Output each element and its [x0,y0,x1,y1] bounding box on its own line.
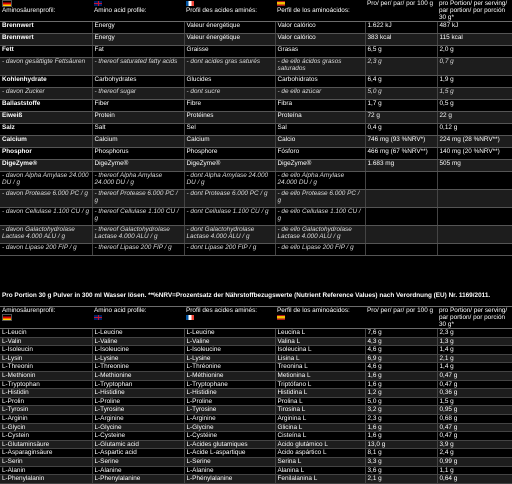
nutrition-row-vpor: 0,7 g [437,58,512,76]
nutrition-row [0,244,512,256]
amino-row-fr: L-Acide L-aspartique [184,449,275,458]
amino-row-v100: 4,6 g [365,363,437,372]
nutrition-row-en: Salt [92,124,184,136]
amino-header-perportion: pro Portion/ per serving/ par portion/ por porción 30 g* [437,307,512,329]
nutrition-row-en: Energy [92,22,184,34]
amino-row-vpor: 2,4 g [437,449,512,458]
nutrition-row-en: - thereof Cellulase 1.100 CU / g [92,208,184,226]
nutrition-row-en: Fiber [92,100,184,112]
nutrition-row-fr: - dont Alpha Amylase 24.000 DU / g [184,172,275,190]
nutrition-row-vpor [437,244,512,256]
nutrition-row-en: Protein [92,112,184,124]
amino-row-en: L-Glutamic acid [92,440,184,449]
amino-row-fr: L-Thréonine [184,363,275,372]
nutrition-row-es: - de ello Galactohydrolase Lactase 4.000 ALU / g [275,226,365,244]
amino-header-es: Perfil de los aminoácidos: [275,307,365,329]
amino-row-es: Valina L [275,337,365,346]
amino-row-fr: L-Leucine [184,329,275,338]
nutrition-row-v100 [365,208,437,226]
nutrition-row-fr: - dont Cellulase 1.100 CU / g [184,208,275,226]
amino-row [0,423,512,432]
amino-row-v100: 8,1 g [365,449,437,458]
amino-row-de: L-Lysin [0,354,92,363]
amino-row-fr: L-Isoleucine [184,346,275,355]
nutrition-row [0,58,512,76]
amino-row-es: Treonina L [275,363,365,372]
nutrition-row [0,88,512,100]
amino-row-en: L-Lysine [92,354,184,363]
nutrition-row-v100: 2,3 g [365,58,437,76]
amino-row-v100: 1,6 g [365,432,437,441]
nutrition-row-v100: 1.683 mg [365,160,437,172]
amino-row-fr: L-Phénylalanine [184,475,275,484]
nutrition-row [0,22,512,34]
amino-row-vpor: 0,68 g [437,414,512,423]
amino-header-fr: Profil des acides aminés: [184,307,275,329]
amino-row-de: L-Valin [0,337,92,346]
amino-row-fr: L-Serine [184,457,275,466]
amino-header-en: Amino acid profile: [92,307,184,329]
nutrition-row [0,208,512,226]
amino-row-en: L-Arginine [92,414,184,423]
nutrition-row-vpor: 140 mg (20 %NRV**) [437,148,512,160]
amino-row-es: Histidina L [275,389,365,398]
amino-row-v100: 3,3 g [365,457,437,466]
nutrition-row [0,148,512,160]
amino-row-fr: L-Arginine [184,414,275,423]
amino-row-de: L-Cystein [0,432,92,441]
nutrition-row-vpor: 115 kcal [437,34,512,46]
nutrition-row-es: - de ello ácidos grasos saturados [275,58,365,76]
amino-row-en: L-Cysteine [92,432,184,441]
nutrition-row-de: - davon Cellulase 1.100 CU / g [0,208,92,226]
amino-row-en: L-Isoleucine [92,346,184,355]
amino-row-en: L-Valine [92,337,184,346]
nutrition-row-en: Carbohydrates [92,76,184,88]
amino-row [0,406,512,415]
amino-row-es: Alanina L [275,466,365,475]
amino-row-v100: 7,6 g [365,329,437,338]
amino-row-fr: L-Proline [184,397,275,406]
amino-row-v100: 2,1 g [365,475,437,484]
nutrition-row-es: Sal [275,124,365,136]
nutrition-row-es: - de ello Alpha Amylase 24.000 DU / g [275,172,365,190]
nutrition-row-en: Phosphorus [92,148,184,160]
nutrition-row-fr: - dont Protease 6.000 PC / g [184,190,275,208]
amino-header-per100: Pro/ per/ par/ por 100 g [365,307,437,329]
amino-row-es: Serina L [275,457,365,466]
nutrition-row-v100: 6,4 g [365,76,437,88]
amino-row [0,363,512,372]
nutrition-row-es: Carbohidratos [275,76,365,88]
amino-row-en: L-Threonine [92,363,184,372]
amino-row-v100: 1,6 g [365,380,437,389]
amino-row [0,414,512,423]
amino-row-es: Arginina L [275,414,365,423]
uk-flag-icon [94,1,102,6]
nutrition-row-vpor: 0,12 g [437,124,512,136]
header-fr: Profil des acides aminés: [184,0,275,22]
nutrition-row-de: - davon Alpha Amylase 24.000 DU / g [0,172,92,190]
nutrition-row-es: Proteína [275,112,365,124]
amino-row-vpor: 1,4 g [437,363,512,372]
nutrition-row [0,160,512,172]
nutrition-row-fr: Sel [184,124,275,136]
nutrition-row-fr: Valeur énergétique [184,22,275,34]
amino-row-es: Lisina L [275,354,365,363]
nutrition-row-es: Valor calórico [275,34,365,46]
nutrition-row [0,34,512,46]
nutrition-row-en: Fat [92,46,184,58]
amino-row-es: Glicina L [275,423,365,432]
amino-row [0,380,512,389]
nutrition-row-vpor [437,226,512,244]
amino-row-vpor: 1,5 g [437,397,512,406]
nutrition-row-fr: Glucides [184,76,275,88]
header-en: Amino acid profile: [92,0,184,22]
nutrition-row-es: - de ello Lipase 200 FIP / g [275,244,365,256]
nutrition-row-vpor [437,190,512,208]
nutrition-row-de: Phosphor [0,148,92,160]
amino-row-fr: L-Alanine [184,466,275,475]
amino-row-v100: 6,9 g [365,354,437,363]
nutrition-row-en: - thereof saturated fatty acids [92,58,184,76]
amino-row-fr: L-Valine [184,337,275,346]
nutrition-row-de: - davon Protease 6.000 PC / g [0,190,92,208]
nutrition-row-v100 [365,226,437,244]
amino-row [0,449,512,458]
amino-row-en: L-Aspartic acid [92,449,184,458]
spanish-flag-icon [277,315,285,320]
nutrition-row-en: - thereof sugar [92,88,184,100]
amino-acid-table [0,306,512,484]
amino-row-es: Cisteína L [275,432,365,441]
nutrition-row [0,76,512,88]
amino-row-v100: 1,6 g [365,423,437,432]
amino-row-en: L-Tryptophan [92,380,184,389]
nutrition-row-de: Brennwert [0,22,92,34]
footnote: Pro Portion 30 g Pulver in 300 ml Wasser lösen. **%NRV=Prozentsatz der Nährstoffbezugswerte (Nutrient Reference Values) nach Verordnung (EU) Nr. 1169/2011. [2,292,491,299]
nutrition-row [0,226,512,244]
amino-row-de: L-Isoleucin [0,346,92,355]
nutrition-row-es: Valor calórico [275,22,365,34]
amino-row-vpor: 0,47 g [437,380,512,389]
nutrition-row-en: - thereof Alpha Amylase 24.000 DU / g [92,172,184,190]
amino-row-vpor: 3,9 g [437,440,512,449]
amino-row-en: L-Alanine [92,466,184,475]
nutrition-row-en: DigeZyme® [92,160,184,172]
nutrition-row-de: Fett [0,46,92,58]
nutrition-row-vpor [437,208,512,226]
amino-row-de: L-Glutaminsäure [0,440,92,449]
nutrition-row-vpor: 0,5 g [437,100,512,112]
amino-row [0,329,512,338]
nutrition-row-fr: - dont Lipase 200 FIP / g [184,244,275,256]
nutrition-row-fr: - dont sucre [184,88,275,100]
amino-row-v100: 13,0 g [365,440,437,449]
amino-row-vpor: 2,3 g [437,329,512,338]
amino-row-vpor: 0,47 g [437,423,512,432]
amino-row [0,432,512,441]
amino-row-en: L-Phenylalanine [92,475,184,484]
french-flag-icon [186,1,194,6]
nutrition-row-fr: DigeZyme® [184,160,275,172]
amino-row [0,354,512,363]
nutrition-row-de: Calcium [0,136,92,148]
amino-row [0,466,512,475]
amino-row [0,389,512,398]
amino-row-vpor: 1,4 g [437,346,512,355]
nutrition-row [0,124,512,136]
amino-row-es: Ácido glutámico L [275,440,365,449]
nutrition-row-en: - thereof Lipase 200 FIP / g [92,244,184,256]
german-flag-icon [2,0,12,7]
amino-row-de: L-Asparaginsäure [0,449,92,458]
amino-row-de: L-Tyrosin [0,406,92,415]
amino-row-vpor: 1,3 g [437,337,512,346]
nutrition-row-fr: Protéines [184,112,275,124]
amino-row-es: Tirosina L [275,406,365,415]
nutrition-row-en: - thereof Protease 6.000 PC / g [92,190,184,208]
nutrition-row-vpor: 487 kJ [437,22,512,34]
nutrition-row [0,136,512,148]
nutrition-row-fr: - dont acides gras saturés [184,58,275,76]
nutrition-row-de: Eiweiß [0,112,92,124]
amino-row-en: L-Tyrosine [92,406,184,415]
amino-row-en: L-Proline [92,397,184,406]
nutrition-header-row [0,0,512,22]
amino-row-fr: L-Tyrosine [184,406,275,415]
nutrition-row-de: - davon Galactohydrolase Lactase 4.000 ALU / g [0,226,92,244]
amino-header-de: Aminosäurenprofil: [0,307,92,329]
nutrition-row-vpor: 1,5 g [437,88,512,100]
amino-row-de: L-Phenylalanin [0,475,92,484]
amino-row-en: L-Histidine [92,389,184,398]
amino-row-v100: 4,3 g [365,337,437,346]
nutrition-row-v100: 6,5 g [365,46,437,58]
amino-row-v100: 5,0 g [365,397,437,406]
nutrition-row-de: Salz [0,124,92,136]
amino-row-v100: 3,6 g [365,466,437,475]
nutrition-row-es: Calcio [275,136,365,148]
nutrition-row-v100: 1,7 g [365,100,437,112]
french-flag-icon [186,315,194,320]
uk-flag-icon [94,315,102,320]
amino-row [0,346,512,355]
nutrition-row-de: DigeZyme® [0,160,92,172]
nutrition-row-vpor: 1,9 g [437,76,512,88]
nutrition-row-de: Kohlenhydrate [0,76,92,88]
nutrition-row-en: - thereof Galactohydrolase Lactase 4.000 ALU / g [92,226,184,244]
amino-row-fr: L-Acides glutamiques [184,440,275,449]
amino-row-vpor: 0,47 g [437,432,512,441]
amino-row [0,337,512,346]
nutrition-row [0,112,512,124]
amino-row-v100: 2,3 g [365,414,437,423]
nutrition-row-en: Energy [92,34,184,46]
nutrition-row-v100: 0,4 g [365,124,437,136]
amino-row [0,397,512,406]
header-de: Aminosäurenprofil: [0,0,92,22]
amino-row-fr: L-Cystéine [184,432,275,441]
amino-row [0,475,512,484]
nutrition-row-fr: Phosphore [184,148,275,160]
amino-row-vpor: 0,36 g [437,389,512,398]
nutrition-row-v100: 5,0 g [365,88,437,100]
amino-row-de: L-Arginin [0,414,92,423]
nutrition-row-v100: 746 mg (93 %NRV*) [365,136,437,148]
amino-row-fr: L-Méthionine [184,371,275,380]
amino-row-v100: 1,2 g [365,389,437,398]
nutrition-row-fr: Valeur énergétique [184,34,275,46]
amino-row-en: L-Methionine [92,371,184,380]
amino-row-vpor: 0,64 g [437,475,512,484]
amino-row-de: L-Alanin [0,466,92,475]
amino-header-row [0,307,512,329]
amino-row-vpor: 2,1 g [437,354,512,363]
amino-row-fr: L-Histidine [184,389,275,398]
nutrition-row-vpor: 2,0 g [437,46,512,58]
header-per100: Pro/ per/ par/ por 100 g [365,0,437,22]
amino-row-de: L-Histidin [0,389,92,398]
nutrition-row [0,46,512,58]
header-es: Perfil de los aminoácidos: [275,0,365,22]
nutrition-row-de: - davon Lipase 200 FIP / g [0,244,92,256]
nutrition-row-en: Calcium [92,136,184,148]
nutrition-row-de: Brennwert [0,34,92,46]
amino-row-en: L-Serine [92,457,184,466]
nutrition-row-es: Fósforo [275,148,365,160]
amino-row-v100: 3,2 g [365,406,437,415]
amino-row-de: L-Tryptophan [0,380,92,389]
amino-row-de: L-Glycin [0,423,92,432]
amino-row-vpor: 0,99 g [437,457,512,466]
amino-row-es: Ácido aspártico L [275,449,365,458]
amino-row-de: L-Serin [0,457,92,466]
nutrition-row-es: - de ello Protease 6.000 PC / g [275,190,365,208]
header-perportion: pro Portion/ per serving/ par portion/ por porción 30 g* [437,0,512,22]
amino-row-vpor: 1,1 g [437,466,512,475]
nutrition-row-vpor: 22 g [437,112,512,124]
nutrition-row-v100: 383 kcal [365,34,437,46]
nutrition-row-v100: 466 mg (67 %NRV**) [365,148,437,160]
nutrition-row-v100 [365,172,437,190]
amino-row-de: L-Threonin [0,363,92,372]
nutrition-row-es: - de ello azúcar [275,88,365,100]
amino-row-en: L-Glycine [92,423,184,432]
amino-row-de: L-Leucin [0,329,92,338]
nutrition-row-fr: Calcium [184,136,275,148]
nutrition-row-es: Fibra [275,100,365,112]
nutrition-row [0,172,512,190]
nutrition-row-fr: Fibre [184,100,275,112]
amino-row-de: L-Methionin [0,371,92,380]
spanish-flag-icon [277,1,285,6]
nutrition-row-vpor: 224 mg (28 %NRV**) [437,136,512,148]
amino-row-en: L-Leucine [92,329,184,338]
amino-row-de: L-Prolin [0,397,92,406]
nutrition-row-fr: - dont Galactohydrolase Lactase 4.000 ALU / g [184,226,275,244]
nutrition-row [0,190,512,208]
amino-row-es: Leucina L [275,329,365,338]
nutrition-row-v100: 72 g [365,112,437,124]
amino-row-es: Isoleucina L [275,346,365,355]
nutrition-row-es: - de ello Cellulase 1.100 CU / g [275,208,365,226]
german-flag-icon [2,314,12,321]
amino-row [0,440,512,449]
nutrition-row-de: - davon Zucker [0,88,92,100]
nutrition-row-es: Grasas [275,46,365,58]
nutrition-row-de: Ballaststoffe [0,100,92,112]
amino-row-vpor: 0,47 g [437,371,512,380]
amino-row-es: Prolina L [275,397,365,406]
amino-row-es: Triptófano L [275,380,365,389]
amino-row-fr: L-Lysine [184,354,275,363]
nutrition-row [0,100,512,112]
amino-row-fr: L-Glycine [184,423,275,432]
amino-row [0,371,512,380]
amino-row-vpor: 0,95 g [437,406,512,415]
nutrition-row-de: - davon gesättigte Fettsäuren [0,58,92,76]
nutrition-row-v100 [365,244,437,256]
amino-row-v100: 1,6 g [365,371,437,380]
amino-row-es: Fenilalanina L [275,475,365,484]
nutrition-row-es: DigeZyme® [275,160,365,172]
nutrition-row-fr: Graisse [184,46,275,58]
nutrition-row-v100 [365,190,437,208]
amino-row-v100: 4,6 g [365,346,437,355]
nutrition-row-vpor [437,172,512,190]
amino-row-es: Metionina L [275,371,365,380]
nutrition-row-v100: 1.622 kJ [365,22,437,34]
nutrition-row-vpor: 505 mg [437,160,512,172]
amino-row-fr: L-Tryptophane [184,380,275,389]
